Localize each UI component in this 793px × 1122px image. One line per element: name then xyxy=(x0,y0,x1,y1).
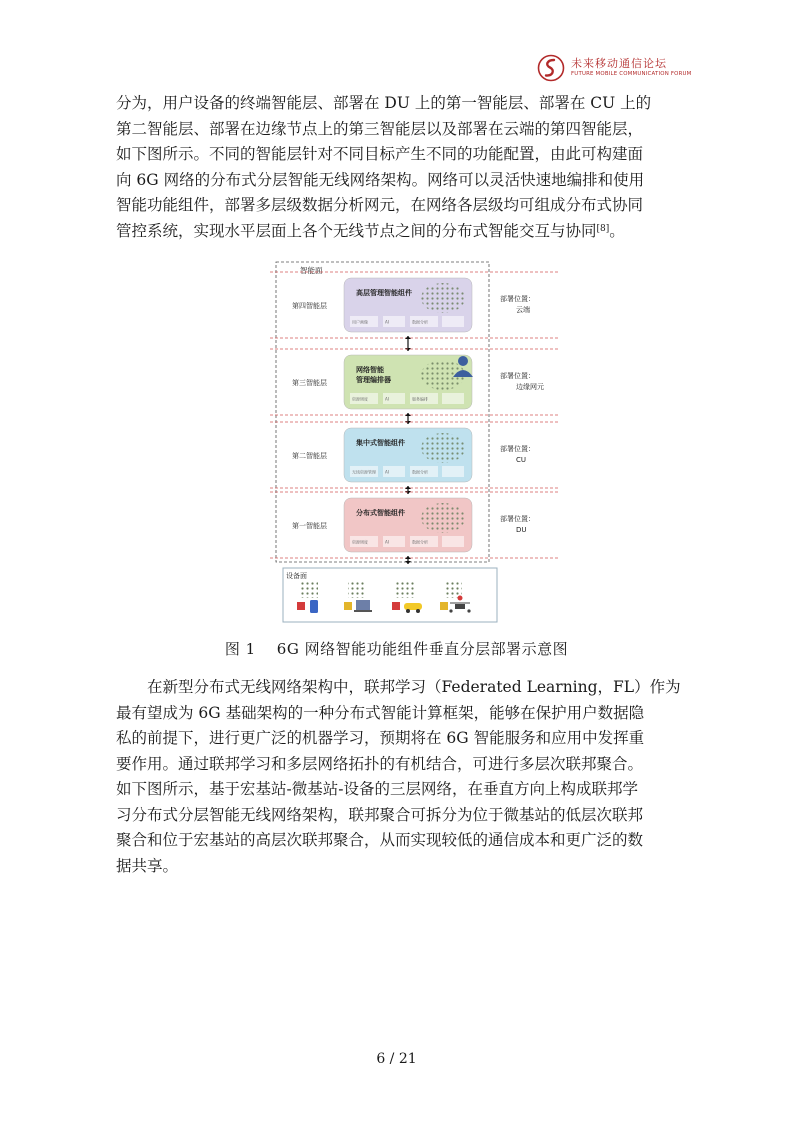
location-value: CU xyxy=(516,456,527,464)
location-value: DU xyxy=(516,526,527,534)
layer-name: 第一智能层 xyxy=(292,522,327,530)
text-line: 向 6G 网络的分布式分层智能无线网络架构。网络可以灵活快速地编排和使用 xyxy=(116,170,645,189)
page-number: 6 / 21 xyxy=(376,1051,417,1067)
text-line: 智能功能组件，部署多层级数据分析网元，在网络各层级均可组成分布式协同 xyxy=(116,196,644,214)
text-line: 私的前提下，进行更广泛的机器学习，预期将在 6G 智能服务和应用中发挥重 xyxy=(116,729,645,747)
sub-function-box xyxy=(442,466,464,477)
sub-function-label: 无线资源管理 xyxy=(352,469,376,475)
sub-function-label: 用户画像 xyxy=(352,319,368,325)
citation-ref: [8] xyxy=(596,223,610,234)
text-line: 习分布式分层智能无线网络架构，联邦聚合可拆分为位于微基站的低层次联邦 xyxy=(116,805,644,824)
text-line: 最有望成为 6G 基础架构的一种分布式智能计算框架，能够在保护用户数据隐 xyxy=(116,703,645,722)
sub-function-label: AI xyxy=(385,319,389,325)
text-segment: 管控系统，实现水平层面上各个无线节点之间的分布式智能交互与协同 xyxy=(116,221,597,240)
location-title: 部署位置： xyxy=(500,445,535,453)
neural-net-icon xyxy=(348,582,366,598)
neural-net-icon xyxy=(421,433,465,463)
sub-function-label: 数据分析 xyxy=(412,319,428,325)
location-title: 部署位置： xyxy=(500,295,535,303)
header-title-en: FUTURE MOBILE COMMUNICATION FORUM xyxy=(571,71,692,77)
sub-function-label: 数据分析 xyxy=(412,469,428,475)
location-title: 部署位置： xyxy=(500,515,535,523)
text-line: 第二智能层、部署在边缘节点上的第三智能层以及部署在云端的第四智能层， xyxy=(116,119,644,138)
arrow-head-down xyxy=(405,491,411,494)
component-label: 高层管理智能组件 xyxy=(356,289,412,297)
arrow-head-down xyxy=(405,348,411,351)
location-value: 边缘网元 xyxy=(516,383,544,391)
location-value: 云端 xyxy=(516,306,530,314)
arrow-head-up xyxy=(405,336,411,339)
location-title: 部署位置： xyxy=(500,372,535,380)
text-line: 在新型分布式无线网络架构中，联邦学习（Federated Learning，FL）作为 xyxy=(147,678,681,696)
text-line: 如下图所示，基于宏基站-微基站-设备的三层网络，在垂直方向上构成联邦学 xyxy=(116,780,638,798)
neural-net-icon xyxy=(396,582,414,598)
neural-net-icon xyxy=(444,582,462,598)
sub-function-box xyxy=(442,316,464,327)
arrow-head-down xyxy=(405,561,411,564)
component-label: 网络智能 xyxy=(356,366,384,374)
component-label: 管理编排器 xyxy=(356,376,391,384)
figure-caption: 图 1 6G 网络智能功能组件垂直分层部署示意图 xyxy=(224,640,569,658)
architecture-figure xyxy=(270,256,570,626)
component-label: 集中式智能组件 xyxy=(356,439,405,447)
text-line: 据共享。 xyxy=(116,856,179,875)
header-title-cn: 未来移动通信论坛 xyxy=(571,57,667,70)
neural-net-icon xyxy=(421,283,465,313)
data-cylinder-icon xyxy=(440,602,448,610)
sub-function-label: 资源调度 xyxy=(352,396,368,402)
intelligence-plane-label: 智能面 xyxy=(300,266,323,275)
arrow-head-up xyxy=(405,556,411,559)
page-header xyxy=(537,52,697,86)
paragraph-1 xyxy=(116,91,678,244)
component-label: 分布式智能组件 xyxy=(356,509,405,517)
phone-icon xyxy=(310,600,318,613)
text-line xyxy=(116,219,678,245)
forum-logo-icon xyxy=(537,54,565,82)
sub-function-label: 资源调度 xyxy=(352,539,368,545)
text-line: 分为，用户设备的终端智能层、部署在 DU 上的第一智能层、部署在 CU 上的 xyxy=(116,94,652,112)
layer-name: 第三智能层 xyxy=(292,379,327,387)
neural-net-icon xyxy=(300,582,318,598)
arrow-head-up xyxy=(405,486,411,489)
text-segment: 。 xyxy=(609,221,625,240)
data-cylinder-icon xyxy=(392,602,400,610)
text-line: 如下图所示。不同的智能层针对不同目标产生不同的功能配置，由此可构建面 xyxy=(116,145,644,163)
laptop-icon xyxy=(356,600,370,610)
layer-name: 第二智能层 xyxy=(292,452,327,460)
layer-name: 第四智能层 xyxy=(292,302,327,310)
sub-function-label: AI xyxy=(385,539,389,545)
user-icon xyxy=(458,356,468,366)
arrow-head-down xyxy=(405,421,411,424)
sub-function-label: AI xyxy=(385,469,389,475)
neural-net-icon xyxy=(421,503,465,533)
text-line: 要作用。通过联邦学习和多层网络拓扑的有机结合，可进行多层次联邦聚合。 xyxy=(116,754,644,773)
sub-function-label: 服务编排 xyxy=(412,396,428,402)
sub-function-label: 数据分析 xyxy=(412,539,428,545)
data-cylinder-icon xyxy=(344,602,352,610)
sub-function-box xyxy=(442,536,464,547)
paragraph-2 xyxy=(116,675,681,879)
text-line: 聚合和位于宏基站的高层次联邦聚合，从而实现较低的通信成本和更广泛的数 xyxy=(116,831,644,849)
data-cylinder-icon xyxy=(297,602,305,610)
sub-function-label: AI xyxy=(385,396,389,402)
drone-icon xyxy=(455,604,465,609)
car-icon xyxy=(404,603,422,610)
device-plane-label: 设备面 xyxy=(286,572,307,580)
sub-function-box xyxy=(442,393,464,404)
arrow-head-up xyxy=(405,413,411,416)
